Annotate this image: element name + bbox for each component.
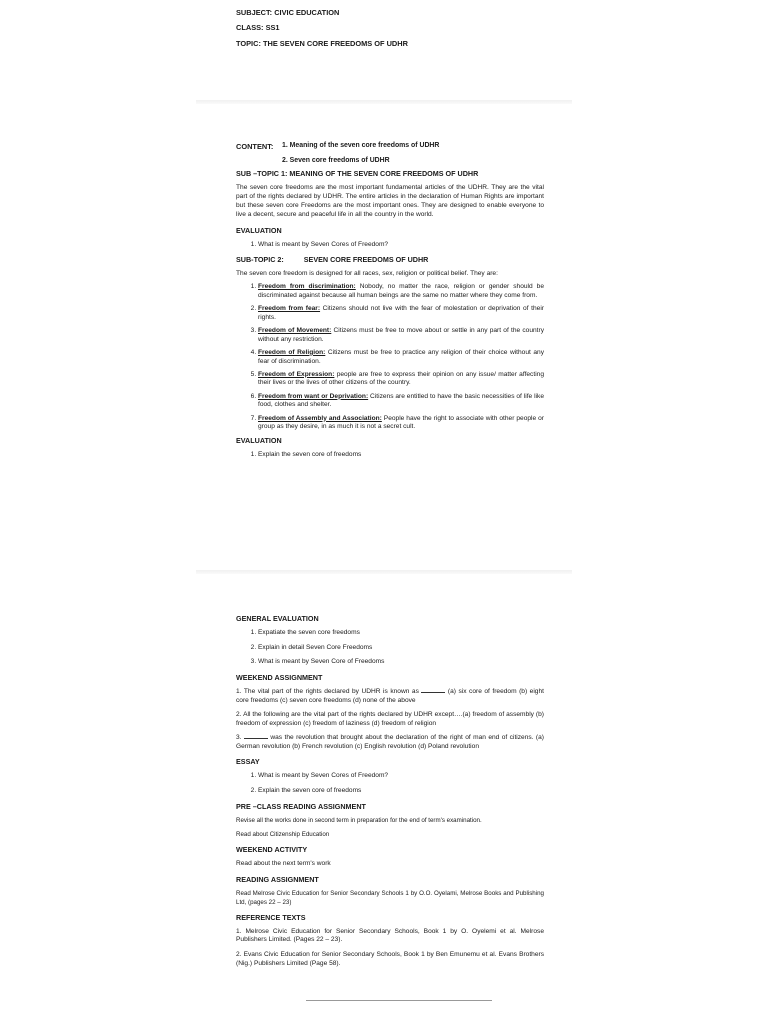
list-item: 1. What is meant by Seven Cores of Freedom?: [258, 772, 544, 781]
subtopic-2-heading: SUB-TOPIC 2: SEVEN CORE FREEDOMS OF UDHR: [236, 255, 429, 265]
question-1-options: (a) six core of freedom (b) eight core freedoms (c) seven core freedoms (d) none of the above: [236, 688, 544, 704]
question-1: [236, 688, 544, 705]
reference-1: 1. Melrose Civic Education for Senior Secondary Schools, Book 1 by O. Oyelemi et al. Melrose Publishers Limited. (Pages 22 – 23).: [236, 927, 544, 944]
subtopic-1-heading: SUB –TOPIC 1: MEANING OF THE SEVEN CORE FREEDOMS OF UDHR: [236, 169, 479, 179]
freedom-term: Freedom of Expression:: [258, 370, 335, 378]
freedoms-list: [236, 283, 544, 432]
list-item: 2. Explain in detail Seven Core Freedoms: [258, 644, 544, 653]
question-3-text: was the revolution that brought about the declaration of the right of man end of citizens. (a) German revolution (b) French revolution (c) English revolution (d) Poland revolution: [236, 734, 544, 750]
freedom-item: [258, 305, 544, 322]
freedom-item: [258, 415, 544, 432]
question-1-stem: 1. The vital part of the rights declared by UDHR is known as: [236, 688, 419, 696]
class-line: CLASS: SS1: [236, 23, 280, 33]
freedom-term: Freedom from want or Deprivation:: [258, 392, 369, 400]
general-evaluation-list: [236, 629, 544, 667]
list-item: 3. What is meant by Seven Core of Freedoms: [258, 658, 544, 667]
question-3-number: 3.: [236, 734, 242, 742]
reading-assignment-heading: READING ASSIGNMENT: [236, 875, 319, 885]
document-page-3: [196, 574, 572, 1024]
essay-heading: ESSAY: [236, 757, 260, 767]
freedom-term: Freedom of Religion:: [258, 348, 326, 356]
freedom-term: Freedom from discrimination:: [258, 283, 356, 291]
evaluation-list-2: [236, 451, 544, 460]
freedom-text: Citizens should not live with the fear of molestation or deprivation of their rights.: [258, 305, 544, 321]
topic-line: TOPIC: THE SEVEN CORE FREEDOMS OF UDHR: [236, 38, 408, 48]
reference-2: 2. Evans Civic Education for Senior Secondary Schools, Book 1 by Ben Emunemu et al. Evans Brothers (Nig.) Publishers Limited (Page 58).: [236, 951, 544, 967]
pre-class-heading: PRE –CLASS READING ASSIGNMENT: [236, 801, 366, 811]
freedom-text: Nobody, no matter the race, religion or gender should be discriminated against because all human beings are the same no matter where they come from.: [258, 283, 544, 299]
pre-class-text-2: Read about Citizenship Education: [236, 831, 330, 839]
evaluation-heading-1: EVALUATION: [236, 225, 282, 235]
freedom-item: [258, 393, 544, 410]
reference-texts-heading: REFERENCE TEXTS: [236, 912, 306, 922]
question-3: [236, 734, 544, 751]
subject-line: SUBJECT: CIVIC EDUCATION: [236, 8, 340, 17]
freedom-text: Citizens must be free to move about or settle in any part of the country without any restriction.: [258, 326, 544, 343]
answer-blank: [244, 738, 268, 739]
evaluation-heading-2: EVALUATION: [236, 436, 282, 446]
content-item-2: 2. Seven core freedoms of UDHR: [282, 156, 390, 164]
list-item: 1. What is meant by Seven Cores of Freedom?: [258, 241, 544, 250]
list-item: 1. Explain the seven core of freedoms: [258, 451, 544, 460]
general-evaluation-heading: GENERAL EVALUATION: [236, 614, 319, 623]
document-page-2: [196, 104, 572, 572]
pre-class-text-1: Revise all the works done in second term in preparation for the end of term's examination.: [236, 816, 482, 824]
freedom-item: [258, 349, 544, 366]
freedoms-intro: The seven core freedom is designed for all races, sex, religion or political belief. They are:: [236, 270, 498, 278]
freedom-text: People have the right to associate with other people or group as they desire, in as much it is not a secret cult.: [258, 414, 544, 431]
document-page-1: [196, 0, 572, 100]
answer-blank: [421, 692, 445, 693]
meaning-paragraph: The seven core freedoms are the most important fundamental articles of the UDHR. They are the vital part of the rights declared by UDHR. The entire articles in the declaration of Human Rights are important but these seven core Freedoms are the most important ones. They are designed to enable everyone to live a decent, secure and peaceful life in all the country in the world.: [236, 184, 544, 218]
freedom-item: [258, 327, 544, 344]
freedom-term: Freedom of Movement:: [258, 326, 332, 334]
content-block: [236, 142, 544, 165]
reading-assignment-text: Read Melrose Civic Education for Senior Secondary Schools 1 by O.O. Oyelami, Melrose Books and Publishing Ltd, (pages 22 – 23): [236, 890, 544, 906]
evaluation-list-1: [236, 241, 544, 250]
content-label: CONTENT:: [236, 142, 274, 151]
weekend-activity-text: Read about the next term's work: [236, 860, 331, 868]
weekend-assignment-heading: WEEKEND ASSIGNMENT: [236, 673, 323, 683]
list-item: 2. Explain the seven core of freedoms: [258, 787, 544, 796]
list-item: 1. Expatiate the seven core freedoms: [258, 629, 544, 638]
weekend-activity-heading: WEEKEND ACTIVITY: [236, 845, 308, 855]
freedom-text: Citizens are entitled to have the basic necessities of life like food, clothes and shelter.: [258, 392, 544, 409]
freedom-item: [258, 283, 544, 300]
freedom-term: Freedom from fear:: [258, 305, 321, 312]
freedom-item: [258, 371, 544, 388]
question-2: 2. All the following are the vital part of the rights declared by UDHR except….(a) freedom of assembly (b) freedom of expression (c) freedom of laziness (d) freedom of religion: [236, 711, 544, 727]
freedom-term: Freedom of Assembly and Association:: [258, 414, 382, 422]
footer-divider: [306, 1000, 492, 1001]
essay-list: [236, 772, 544, 795]
content-item-1: 1. Meaning of the seven core freedoms of UDHR: [282, 142, 440, 149]
freedom-text: Citizens must be free to practice any religion of their choice without any fear of discrimination.: [258, 348, 544, 365]
freedom-text: people are free to express their opinion on any issue/ matter affecting their lives or the lives of other citizens of the country.: [258, 370, 544, 387]
